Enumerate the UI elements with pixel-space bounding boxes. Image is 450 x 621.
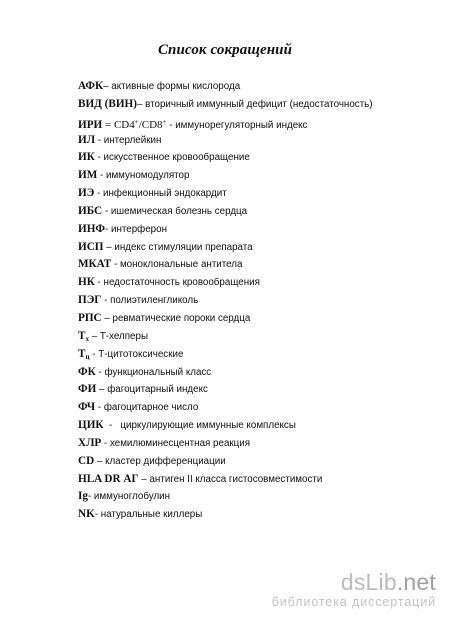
abbreviation-list bbox=[78, 78, 428, 524]
abbreviation-term bbox=[78, 330, 89, 342]
watermark-tagline: библиотека диссертаций bbox=[271, 595, 436, 609]
abbreviation-term: ИЛ bbox=[78, 133, 96, 146]
abbreviation-term: ФК bbox=[78, 365, 96, 378]
term-subscript: х bbox=[85, 334, 89, 343]
abbreviation-definition: - хемилюминесцентная реакция bbox=[101, 437, 251, 449]
abbreviation-term: ПЭГ bbox=[78, 294, 102, 307]
list-item bbox=[78, 96, 428, 114]
abbreviation-term: АФК bbox=[78, 80, 104, 92]
abbreviation-definition: – индекс стимуляции препарата bbox=[103, 241, 253, 253]
abbreviation-term: ИЭ bbox=[78, 187, 95, 200]
list-item bbox=[78, 221, 428, 239]
page-title: Список сокращений bbox=[157, 42, 293, 58]
abbreviation-definition: - искусственное кровообращение bbox=[94, 152, 250, 164]
abbreviation-definition: - Т-цитотоксические bbox=[89, 348, 184, 360]
abbreviation-term: ИНФ bbox=[78, 222, 106, 235]
abbreviation-definition: - иммуномодулятор bbox=[97, 170, 190, 182]
definition-part: /CD8 bbox=[138, 118, 163, 131]
list-item bbox=[78, 310, 428, 328]
abbreviation-definition: – Т-хелперы bbox=[88, 330, 148, 342]
watermark-logo-accent: .net bbox=[396, 569, 436, 595]
list-item bbox=[78, 78, 428, 96]
abbreviation-term: ИРИ bbox=[78, 118, 103, 131]
list-item bbox=[78, 203, 428, 221]
term-letter: Т bbox=[78, 347, 86, 360]
definition-part: - иммунорегуляторный индекс bbox=[166, 119, 308, 131]
abbreviation-term: МКАТ bbox=[78, 258, 112, 271]
abbreviation-definition: - натуральные киллеры bbox=[94, 509, 203, 521]
abbreviation-definition: - интерферон bbox=[105, 223, 167, 235]
list-item bbox=[78, 435, 428, 453]
list-item bbox=[78, 167, 428, 185]
abbreviation-definition: - иммуноглобулин bbox=[87, 491, 171, 503]
abbreviation-definition: - интерлейкин bbox=[95, 134, 162, 146]
watermark-logo-main: dsLib bbox=[340, 569, 397, 595]
abbreviation-term: ФЧ bbox=[78, 401, 96, 414]
abbreviation-term: НК bbox=[78, 276, 95, 289]
definition-superscript: + bbox=[162, 117, 167, 126]
list-item bbox=[78, 239, 428, 257]
list-item bbox=[78, 132, 428, 150]
term-letter: Т bbox=[78, 329, 86, 342]
abbreviation-term: HLA DR АГ bbox=[78, 472, 139, 485]
abbreviation-term: Ig bbox=[78, 490, 88, 503]
list-item bbox=[78, 364, 428, 382]
abbreviation-definition: – антиген II класса гистосовместимости bbox=[138, 473, 323, 485]
term-subscript: ц bbox=[85, 352, 90, 361]
abbreviation-definition bbox=[102, 119, 307, 131]
list-item bbox=[78, 256, 428, 274]
watermark bbox=[272, 570, 436, 610]
list-item bbox=[78, 488, 428, 506]
abbreviation-definition: – вторичный иммунный дефицит (недостаточность) bbox=[136, 98, 373, 110]
abbreviation-definition: – фагоцитарный индекс bbox=[96, 384, 208, 396]
list-item bbox=[78, 274, 428, 292]
list-item bbox=[78, 114, 428, 132]
abbreviation-definition: – кластер дифференциации bbox=[94, 455, 226, 467]
abbreviation-definition: - недостаточность кровообращения bbox=[94, 277, 260, 289]
abbreviation-definition: - циркулирующие иммунные комплексы bbox=[103, 420, 296, 432]
list-item bbox=[78, 506, 428, 524]
definition-part: = CD4 bbox=[105, 118, 135, 131]
list-item bbox=[78, 346, 428, 364]
abbreviation-term: ИСП bbox=[78, 240, 104, 253]
abbreviation-definition: – активные формы кислорода bbox=[103, 81, 241, 92]
abbreviation-term: РПС bbox=[78, 311, 102, 324]
list-item bbox=[78, 149, 428, 167]
list-item bbox=[78, 381, 428, 399]
abbreviation-definition: - полиэтиленгликоль bbox=[101, 295, 199, 307]
abbreviation-term: ФИ bbox=[78, 383, 97, 396]
abbreviation-term: ЦИК bbox=[78, 419, 104, 432]
abbreviation-term: ИБС bbox=[78, 204, 103, 217]
list-item bbox=[78, 453, 428, 471]
abbreviation-term: ИК bbox=[78, 151, 95, 164]
abbreviation-definition: - моноклональные антитела bbox=[111, 259, 243, 271]
list-item bbox=[78, 399, 428, 417]
watermark-logo bbox=[272, 570, 436, 594]
list-item bbox=[78, 471, 428, 489]
abbreviation-definition: - ишемическая болезнь сердца bbox=[102, 205, 248, 217]
list-item bbox=[78, 328, 428, 346]
list-item bbox=[78, 185, 428, 203]
abbreviation-term: ВИД (ВИН) bbox=[78, 97, 137, 110]
abbreviation-definition: - инфекционный эндокардит bbox=[94, 188, 227, 200]
abbreviation-term: CD bbox=[78, 454, 95, 467]
abbreviation-term bbox=[78, 348, 90, 360]
abbreviation-term: NK bbox=[78, 508, 95, 521]
abbreviation-definition: - фагоцитарное число bbox=[95, 402, 199, 414]
definition-superscript: + bbox=[134, 117, 139, 126]
abbreviation-term: ИМ bbox=[78, 169, 98, 182]
abbreviation-term: ХЛР bbox=[78, 436, 102, 449]
list-item bbox=[78, 292, 428, 310]
abbreviation-definition: – ревматические пороки сердца bbox=[101, 312, 251, 324]
list-item bbox=[78, 417, 428, 435]
abbreviation-definition: - функциональный класс bbox=[95, 366, 212, 378]
